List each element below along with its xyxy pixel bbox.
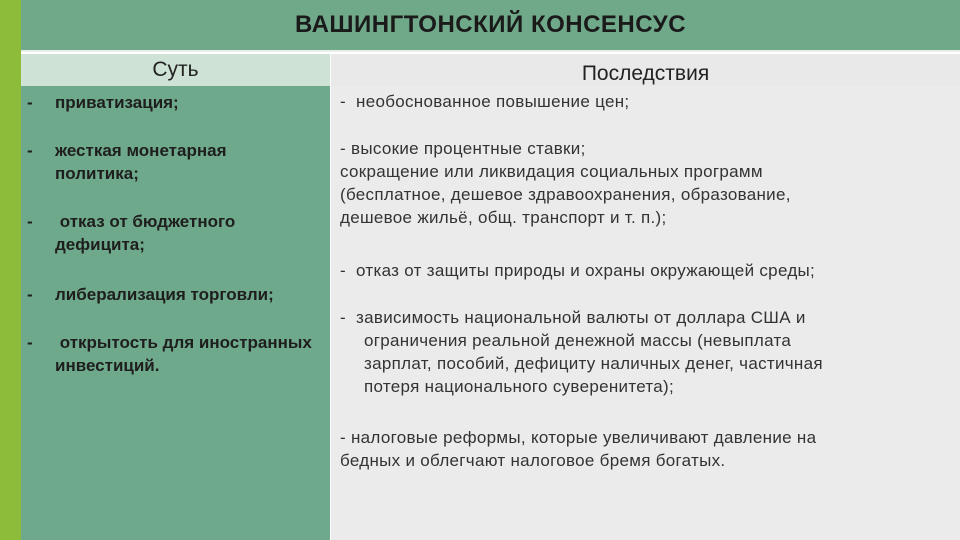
consequence-line: сокращение или ликвидация социальных программ [340,162,763,181]
essence-item [27,91,325,114]
column-divider [330,54,331,540]
bullet-dash: - [27,285,33,304]
consequence-line: бедных и облегчают налоговое бремя богатых. [340,451,726,470]
consequence-line: - необоснованное повышение цен; [340,92,630,111]
consequence-line: зарплат, пособий, дефициту наличных денег, частичная [364,354,823,373]
essence-item [27,139,285,185]
consequence-item [340,90,940,113]
consequence-line: (бесплатное, дешевое здравоохранения, образование, [340,185,791,204]
essence-text: отказ от бюджетного дефицита; [55,212,240,254]
essence-text: приватизация; [55,93,179,112]
consequence-line: - высокие процентные ставки; [340,139,586,158]
essence-column-header: Суть [21,54,330,86]
essence-text: открытость для иностранных инвестиций. [55,333,317,375]
essence-item [27,283,325,306]
bullet-dash: - [27,212,33,231]
consequence-item [340,426,940,472]
accent-strip [0,0,21,540]
consequence-line: потеря национального суверенитета); [364,377,675,396]
consequence-line: дешевое жильё, общ. транспорт и т. п.); [340,208,667,227]
essence-item [27,331,330,377]
consequence-line: - зависимость национальной валюты от доллара США и [340,308,806,327]
consequence-line: ограничения реальной денежной массы (невыплата [364,331,792,350]
consequence-line: - налоговые реформы, которые увеличивают давление на [340,428,817,447]
consequences-column-header: Последствия [331,54,960,86]
bullet-dash: - [27,141,33,160]
consequence-item [340,137,940,229]
essence-item [27,210,295,256]
bullet-dash: - [27,93,33,112]
bullet-dash: - [27,333,33,352]
title-bar [21,0,960,52]
essence-text: жесткая монетарная политика; [55,141,227,183]
consequence-line: - отказ от защиты природы и охраны окружающей среды; [340,261,816,280]
consequence-item [340,306,940,398]
essence-text: либерализация торговли; [55,285,274,304]
slide [21,0,960,540]
consequence-item [340,259,940,282]
slide-title: ВАШИНГТОНСКИЙ КОНСЕНСУС [294,11,687,38]
